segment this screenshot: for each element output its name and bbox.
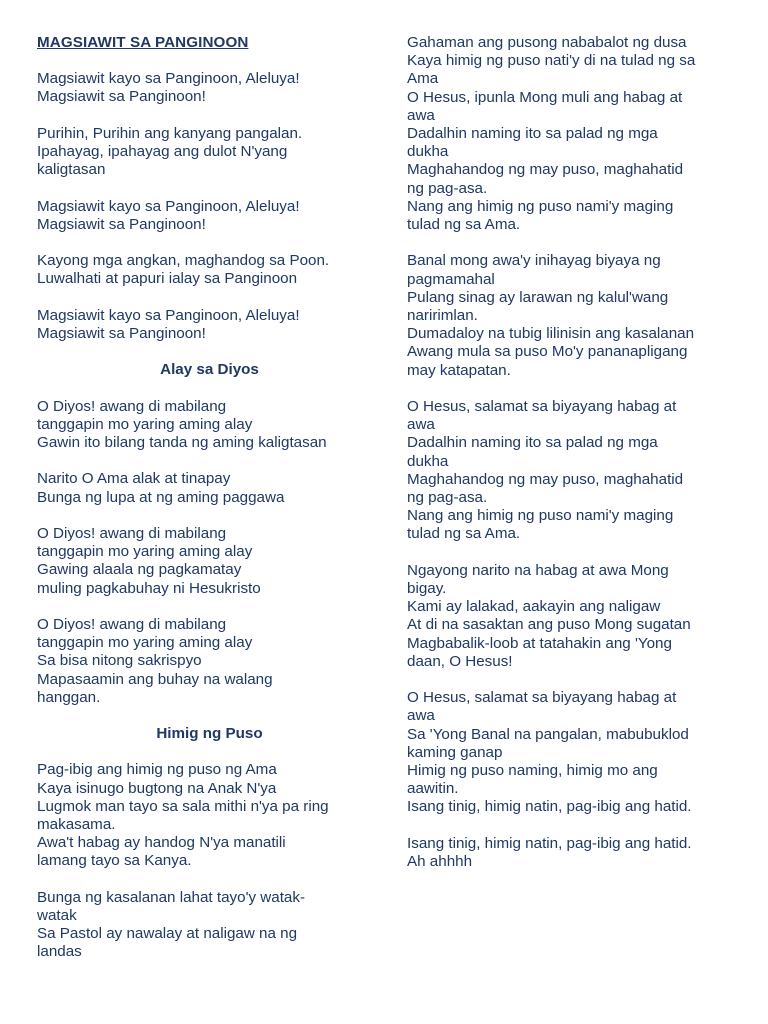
lyric-line: pagmamahal — [407, 270, 495, 288]
lyric-line: Ngayong narito na habag at awa Mong — [407, 561, 669, 579]
lyric-line: Magsiawit kayo sa Panginoon, Aleluya! — [37, 197, 300, 215]
lyric-line: Sa 'Yong Banal na pangalan, mabubuklod — [407, 725, 689, 743]
stanza — [37, 70, 382, 106]
lyric-line: dukha — [407, 452, 449, 470]
lyric-line: O Hesus, salamat sa biyayang habag at — [407, 689, 677, 707]
lyric-line: watak — [37, 906, 77, 924]
lyric-line: Magsiawit sa Panginoon! — [37, 215, 206, 233]
lyric-line: tanggapin mo yaring aming alay — [37, 543, 253, 561]
lyric-line: Ama — [407, 70, 439, 88]
song3-heading: Himig ng Puso — [156, 725, 263, 743]
lyric-line: Kami ay lalakad, aakayin ang naligaw — [407, 598, 661, 616]
lyric-line: makasama. — [37, 815, 116, 833]
lyric-line: Magsiawit sa Panginoon! — [37, 324, 206, 342]
lyric-line: Gawing alaala ng pagkamatay — [37, 561, 242, 579]
lyric-line: Gahaman ang pusong nababalot ng dusa — [407, 34, 687, 51]
lyric-line: Dumadaloy na tubig lilinisin ang kasalanan — [407, 325, 695, 343]
lyric-line: Bunga ng kasalanan lahat tayo'y watak- — [37, 888, 306, 906]
song3-lyrics-continued — [407, 34, 742, 871]
lyric-line: Banal mong awa'y inihayag biyaya ng — [407, 252, 661, 270]
lyric-line: Awang mula sa puso Mo'y pananapligang — [407, 343, 688, 361]
stanza — [407, 562, 742, 671]
lyric-line: At di na sasaktan ang puso Mong sugatan — [407, 616, 691, 634]
lyric-line: Ah ahhhh — [407, 853, 473, 871]
lyric-line: O Diyos! awang di mabilang — [37, 615, 227, 633]
song3-lyrics — [37, 761, 382, 961]
lyric-line: lamang tayo sa Kanya. — [37, 852, 192, 870]
lyric-line: Kayong mga angkan, maghandog sa Poon. — [37, 252, 330, 270]
left-column — [37, 34, 382, 980]
lyric-line: tulad ng sa Ama. — [407, 525, 521, 543]
lyric-line: Nang ang himig ng puso nami'y maging — [407, 507, 674, 525]
stanza — [37, 889, 382, 962]
lyric-line: Maghahandog ng may puso, maghahatid — [407, 470, 684, 488]
song2-lyrics — [37, 398, 382, 707]
lyric-line: O Hesus, ipunla Mong muli ang habag at — [407, 88, 683, 106]
lyric-line: Magsiawit sa Panginoon! — [37, 88, 206, 106]
lyric-line: Magsiawit kayo sa Panginoon, Aleluya! — [37, 306, 300, 324]
lyric-line: muling pagkabuhay ni Hesukristo — [37, 579, 261, 597]
lyric-line: Himig ng puso naming, himig mo ang — [407, 762, 658, 780]
lyric-line: may katapatan. — [407, 361, 511, 379]
lyric-line: tanggapin mo yaring aming alay — [37, 634, 253, 652]
lyric-line: Sa bisa nitong sakrispyo — [37, 652, 202, 670]
lyric-line: daan, O Hesus! — [407, 652, 513, 670]
stanza — [407, 835, 742, 871]
stanza — [37, 398, 382, 453]
lyric-line: Lugmok man tayo sa sala mithi n'ya pa ring — [37, 797, 329, 815]
stanza — [407, 252, 742, 379]
lyric-line: Isang tinig, himig natin, pag-ibig ang hatid. — [407, 798, 692, 816]
lyric-line: Maghahandog ng may puso, maghahatid — [407, 161, 684, 179]
lyric-line: Luwalhati at papuri ialay sa Panginoon — [37, 270, 298, 288]
stanza — [37, 307, 382, 343]
lyric-line: Magsiawit kayo sa Panginoon, Aleluya! — [37, 70, 300, 88]
lyric-line: awa — [407, 416, 435, 434]
lyric-line: Narito O Ama alak at tinapay — [37, 470, 231, 488]
lyric-line: Kaya himig ng puso nati'y di na tulad ng sa — [407, 52, 696, 70]
lyric-line: kaming ganap — [407, 743, 503, 761]
lyric-line: Gawin ito bilang tanda ng aming kaligtasan — [37, 433, 327, 451]
right-column — [407, 34, 742, 889]
stanza — [37, 125, 382, 180]
stanza — [37, 525, 382, 598]
lyric-line: landas — [37, 943, 82, 961]
lyric-line: ng pag-asa. — [407, 179, 488, 197]
song2-heading: Alay sa Diyos — [160, 361, 259, 379]
stanza — [407, 398, 742, 544]
stanza — [37, 470, 382, 506]
lyric-line: Mapasaamin ang buhay na walang — [37, 670, 273, 688]
lyric-line: awa — [407, 106, 435, 124]
lyric-line: Dadalhin naming ito sa palad ng mga — [407, 125, 658, 143]
lyric-line: O Diyos! awang di mabilang — [37, 397, 227, 415]
lyric-line: dukha — [407, 143, 449, 161]
stanza — [37, 198, 382, 234]
lyric-line: Kaya isinugo bugtong na Anak N'ya — [37, 779, 277, 797]
stanza — [37, 252, 382, 288]
lyric-line: O Diyos! awang di mabilang — [37, 524, 227, 542]
lyric-line: ng pag-asa. — [407, 489, 488, 507]
lyric-line: hanggan. — [37, 688, 101, 706]
lyric-line: Awa't habag ay handog N'ya manatili — [37, 834, 286, 852]
lyric-line: Purihin, Purihin ang kanyang pangalan. — [37, 124, 303, 142]
lyric-line: awa — [407, 707, 435, 725]
lyric-line: tanggapin mo yaring aming alay — [37, 415, 253, 433]
lyric-line: Bunga ng lupa at ng aming paggawa — [37, 488, 285, 506]
lyric-line: naririmlan. — [407, 307, 478, 325]
lyric-line: Sa Pastol ay nawalay at naligaw na ng — [37, 925, 298, 943]
lyric-line: kaligtasan — [37, 161, 106, 179]
stanza — [407, 34, 742, 234]
lyric-line: Dadalhin naming ito sa palad ng mga — [407, 434, 658, 452]
lyric-line: Pag-ibig ang himig ng puso ng Ama — [37, 761, 277, 779]
stanza — [37, 616, 382, 707]
lyric-line: Magbabalik-loob at tatahakin ang 'Yong — [407, 634, 672, 652]
lyric-line: bigay. — [407, 580, 447, 598]
lyric-line: Pulang sinag ay larawan ng kalul'wang — [407, 288, 669, 306]
lyric-line: aawitin. — [407, 780, 459, 798]
lyric-line: Ipahayag, ipahayag ang dulot N'yang — [37, 143, 288, 160]
stanza — [407, 689, 742, 816]
lyric-line: O Hesus, salamat sa biyayang habag at — [407, 398, 677, 416]
stanza — [37, 761, 382, 870]
lyric-line: tulad ng sa Ama. — [407, 216, 521, 234]
song-title: MAGSIAWIT SA PANGINOON — [37, 34, 249, 51]
lyric-line: Isang tinig, himig natin, pag-ibig ang hatid. — [407, 834, 692, 852]
song1-lyrics — [37, 70, 382, 343]
lyric-line: Nang ang himig ng puso nami'y maging — [407, 197, 674, 215]
